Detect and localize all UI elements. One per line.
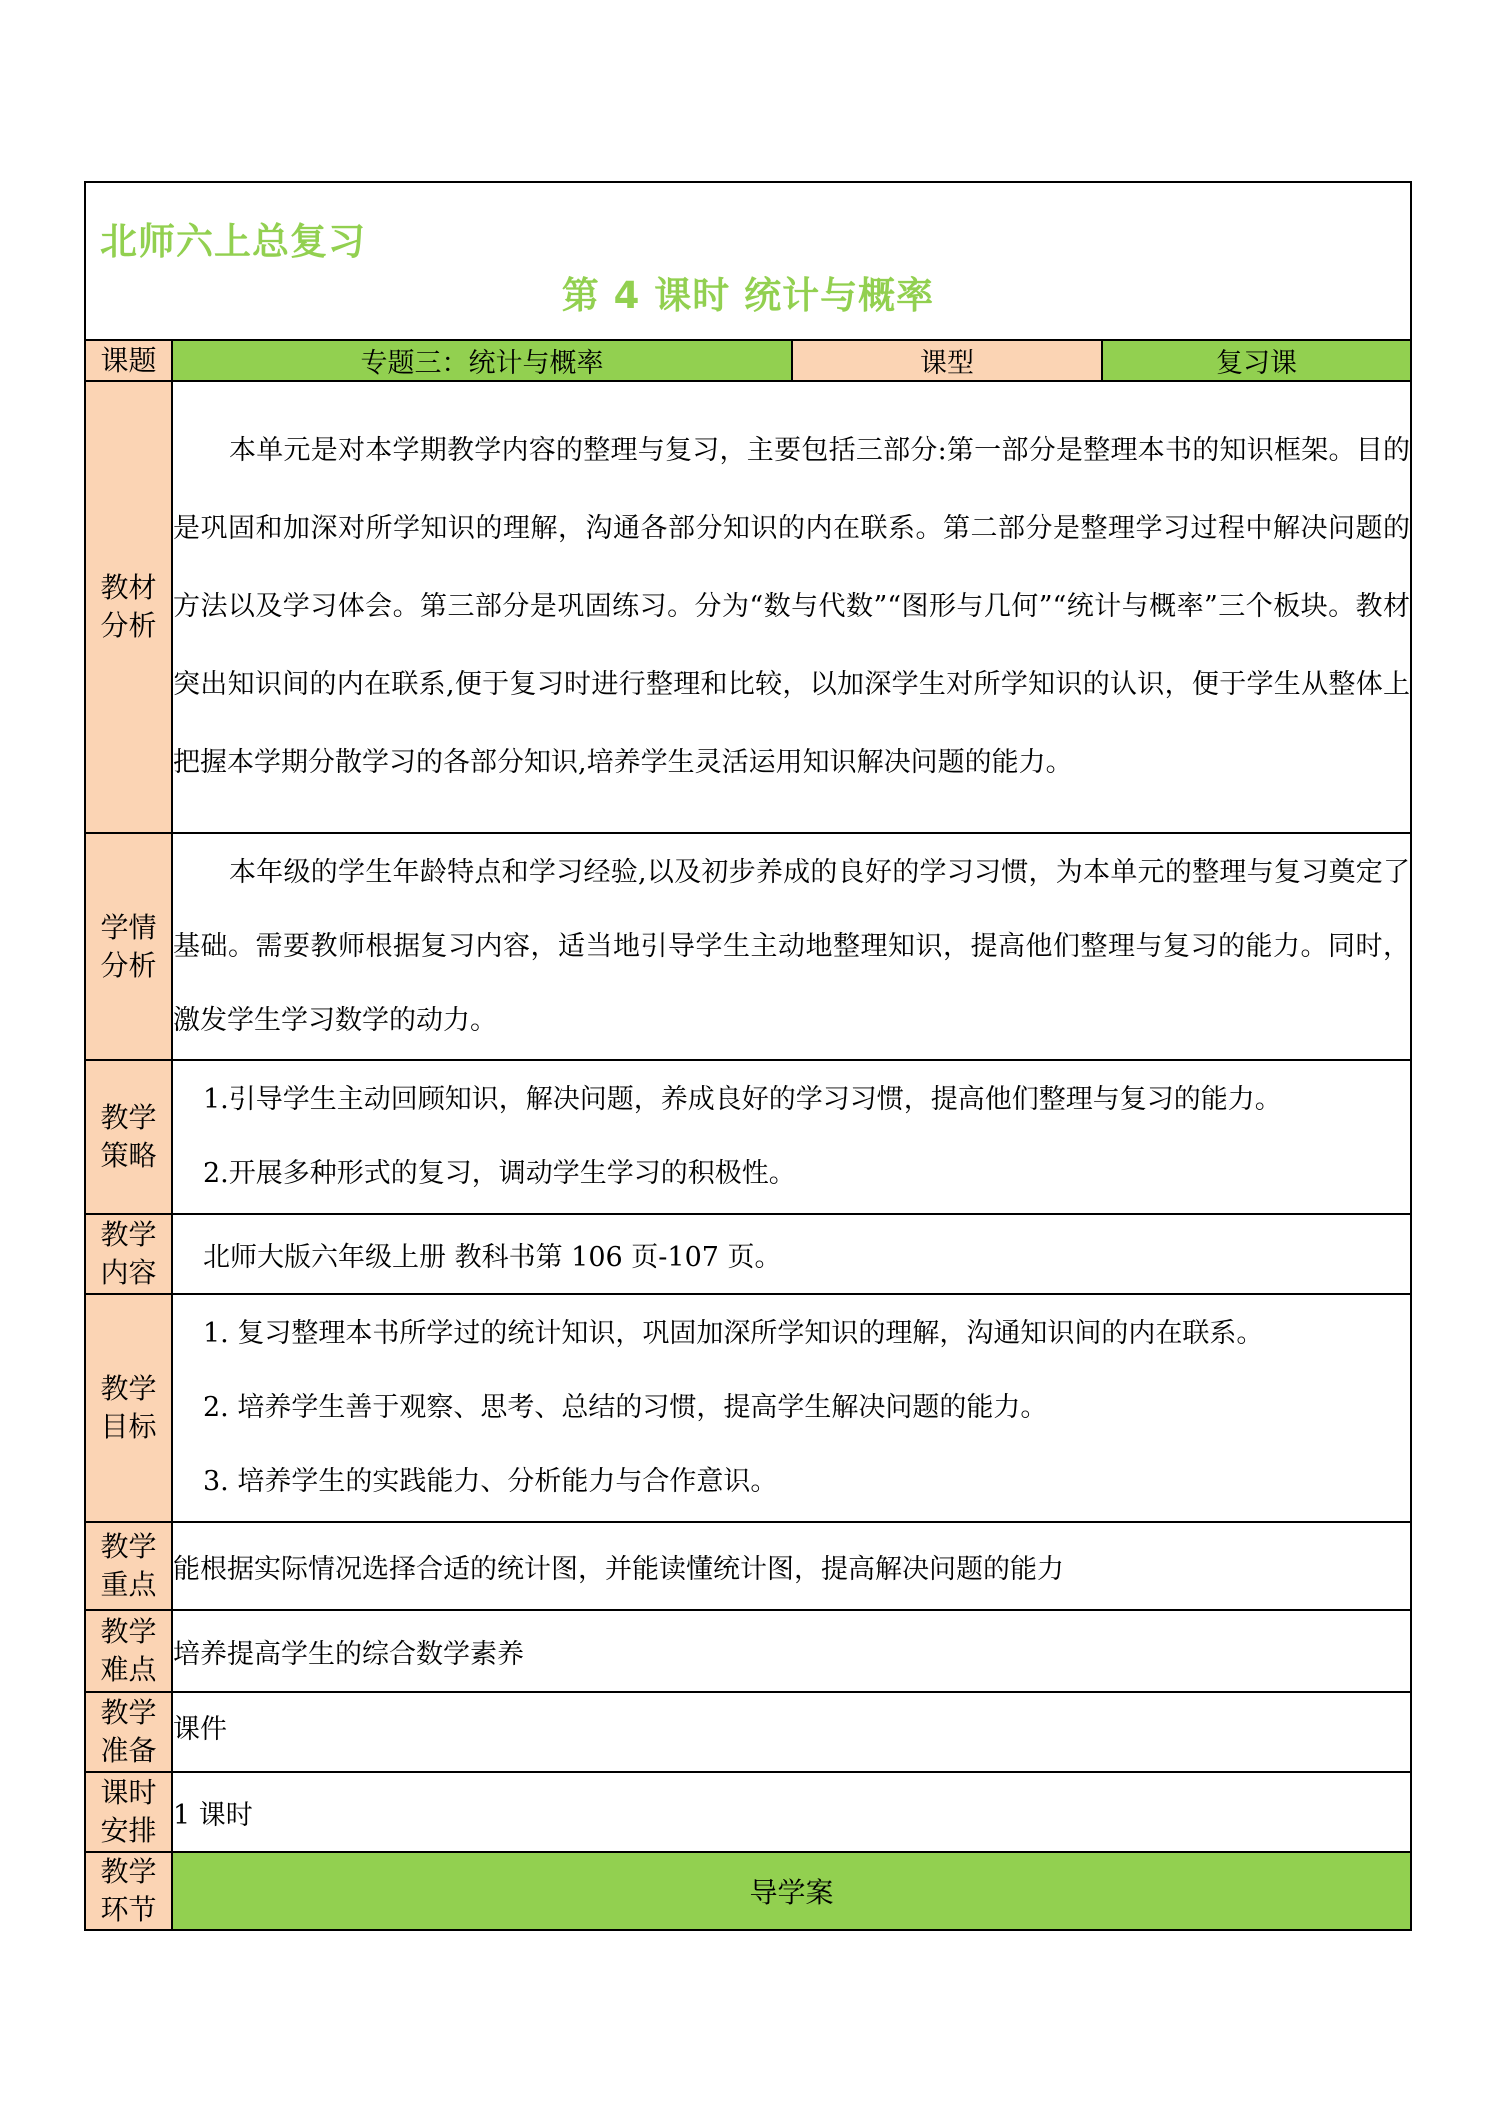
strategy-text-cell bbox=[172, 1060, 1411, 1214]
key-points-label bbox=[85, 1522, 172, 1610]
label-line: 教学 bbox=[100, 1696, 157, 1729]
material-analysis-text-cell bbox=[172, 381, 1411, 833]
schedule-label bbox=[85, 1772, 172, 1852]
difficulties-text: 培养提高学生的综合数学素养 bbox=[172, 1610, 1411, 1692]
label-line: 教学 bbox=[100, 1372, 157, 1405]
label-line: 教学 bbox=[100, 1101, 157, 1134]
goals-text-cell bbox=[172, 1294, 1411, 1522]
goal-item: 3. 培养学生的实践能力、分析能力与合作意识。 bbox=[203, 1466, 778, 1497]
goal-item: 1. 复习整理本书所学过的统计知识，巩固加深所学知识的理解，沟通知识间的内在联系。 bbox=[203, 1318, 1264, 1349]
label-line: 环节 bbox=[100, 1893, 157, 1926]
label-line: 难点 bbox=[100, 1653, 157, 1686]
student-analysis-text: 本年级的学生年龄特点和学习经验,以及初步养成的良好的学习习惯，为本单元的整理与复习奠定了基础。需要教师根据复习内容，适当地引导学生主动地整理知识，提高他们整理与复习的能力。同时，激发学生学习数学的动力。 bbox=[173, 856, 1410, 1036]
series-title: 北师六上总复习 bbox=[100, 220, 366, 263]
strategy-item: 1.引导学生主动回顾知识，解决问题，养成良好的学习习惯，提高他们整理与复习的能力。 bbox=[203, 1084, 1282, 1115]
label-line: 学情 bbox=[100, 910, 157, 944]
label-line: 内容 bbox=[100, 1256, 157, 1289]
material-analysis-row bbox=[85, 381, 1411, 833]
preparation-row bbox=[85, 1692, 1411, 1772]
student-analysis-label bbox=[85, 833, 172, 1060]
label-line: 准备 bbox=[100, 1734, 157, 1767]
header-row bbox=[85, 182, 1411, 340]
label-line: 教学 bbox=[100, 1530, 157, 1563]
label-line: 教学 bbox=[100, 1855, 157, 1888]
key-points-text: 能根据实际情况选择合适的统计图，并能读懂统计图，提高解决问题的能力 bbox=[172, 1522, 1411, 1610]
label-line: 教材 bbox=[100, 571, 157, 604]
preparation-label bbox=[85, 1692, 172, 1772]
label-line: 分析 bbox=[100, 948, 157, 982]
lesson-type-value: 复习课 bbox=[1102, 340, 1411, 381]
label-line: 教学 bbox=[100, 1615, 157, 1648]
label-line: 重点 bbox=[100, 1568, 157, 1601]
process-label bbox=[85, 1852, 172, 1930]
schedule-row bbox=[85, 1772, 1411, 1852]
label-line: 策略 bbox=[100, 1139, 157, 1172]
student-analysis-text-cell bbox=[172, 833, 1411, 1060]
schedule-text: 1 课时 bbox=[172, 1772, 1411, 1852]
content-text: 北师大版六年级上册 教科书第 106 页-107 页。 bbox=[172, 1214, 1411, 1294]
student-analysis-row bbox=[85, 833, 1411, 1060]
goal-item: 2. 培养学生善于观察、思考、总结的习惯，提高学生解决问题的能力。 bbox=[203, 1392, 1048, 1423]
preparation-text: 课件 bbox=[172, 1692, 1411, 1772]
strategy-item: 2.开展多种形式的复习，调动学生学习的积极性。 bbox=[203, 1158, 796, 1189]
topic-value: 专题三：统计与概率 bbox=[172, 340, 792, 381]
strategy-row bbox=[85, 1060, 1411, 1214]
difficulties-row bbox=[85, 1610, 1411, 1692]
process-guide: 导学案 bbox=[172, 1852, 1411, 1930]
material-analysis-text: 本单元是对本学期教学内容的整理与复习，主要包括三部分:第一部分是整理本书的知识框架。目的是巩固和加深对所学知识的理解，沟通各部分知识的内在联系。第二部分是整理学习过程中解决问题的方法以及学习体会。第三部分是巩固练习。分为“数与代数”“图形与几何”“统计与概率”三个板块。教材突出知识间的内在联系,便于复习时进行整理和比较，以加深学生对所学知识的认识，便于学生从整体上把握本学期分散学习的各部分知识,培养学生灵活运用知识解决问题的能力。 bbox=[173, 435, 1410, 778]
label-line: 教学 bbox=[100, 1218, 157, 1251]
topic-label: 课题 bbox=[85, 340, 172, 381]
lesson-plan-table bbox=[84, 181, 1412, 1931]
content-row bbox=[85, 1214, 1411, 1294]
header-cell bbox=[85, 182, 1411, 340]
lesson-title: 第 4 课时 统计与概率 bbox=[561, 274, 935, 317]
label-line: 分析 bbox=[100, 609, 157, 642]
goals-label bbox=[85, 1294, 172, 1522]
label-line: 课时 bbox=[100, 1776, 157, 1809]
goals-row bbox=[85, 1294, 1411, 1522]
topic-row bbox=[85, 340, 1411, 381]
content-label bbox=[85, 1214, 172, 1294]
lesson-type-label: 课型 bbox=[792, 340, 1102, 381]
key-points-row bbox=[85, 1522, 1411, 1610]
difficulties-label bbox=[85, 1610, 172, 1692]
material-analysis-label bbox=[85, 381, 172, 833]
label-line: 目标 bbox=[100, 1410, 157, 1443]
strategy-label bbox=[85, 1060, 172, 1214]
process-row bbox=[85, 1852, 1411, 1930]
label-line: 安排 bbox=[100, 1814, 157, 1847]
